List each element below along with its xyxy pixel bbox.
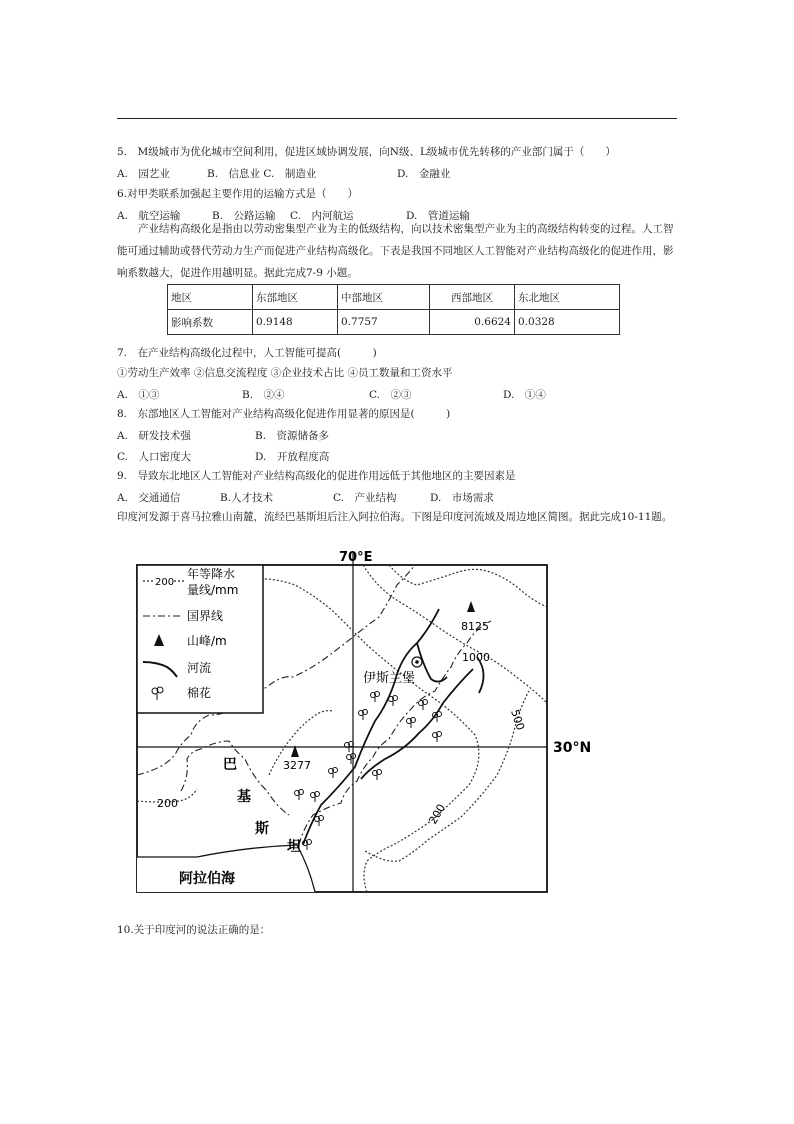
q5-stem: 5. M级城市为优化城市空间利用，促进区域协调发展，向N级、L级城市优先转移的产业部门属于（ ）: [117, 146, 616, 158]
cotton-icon: [303, 840, 312, 851]
indus-basin-map: [117, 545, 592, 900]
table-header-cell: 东部地区: [253, 285, 338, 310]
cotton-icon: [329, 768, 338, 779]
cotton-icon: [373, 770, 382, 781]
q8-stem: 8. 东部地区人工智能对产业结构高级化促进作用显著的原因是( ): [117, 408, 451, 420]
q7-items: ①劳动生产效率 ②信息交流程度 ③企业技术占比 ④员工数量和工资水平: [117, 367, 453, 379]
cotton-icon: [433, 712, 442, 723]
isohyet-500-label: 500: [508, 707, 527, 732]
q6-option-d: D. 管道运输: [406, 210, 470, 222]
mountain-icon: [467, 601, 475, 612]
peak-8125-label: 8125: [461, 620, 489, 633]
intro-10-11: 印度河发源于喜马拉雅山南麓，流经巴基斯坦后注入阿拉伯海。下图是印度河流域及周边地区简图。据此完成10-11题。: [117, 511, 673, 523]
peak-3277: [283, 745, 311, 772]
table-row: [168, 310, 620, 335]
legend-border-label: 国界线: [187, 609, 224, 623]
table-cell: 0.7757: [338, 310, 430, 335]
table-cell: 0.9148: [253, 310, 338, 335]
country-char-4: 坦: [287, 839, 301, 855]
q7-option-d: D. ①④: [503, 389, 546, 401]
capital-label: 伊斯兰堡: [363, 671, 416, 686]
q5-option-a: A. 园艺业: [117, 168, 170, 180]
q10-stem: 10.关于印度河的说法正确的是：: [117, 924, 271, 936]
q8-option-d: D. 开放程度高: [255, 451, 330, 463]
cotton-icon: [345, 742, 354, 753]
cotton-icon: [347, 754, 356, 765]
lat-label: 30°N: [553, 740, 592, 756]
cotton-icon: [315, 816, 324, 827]
header-rule: [117, 118, 677, 119]
q8-option-c: C. 人口密度大: [117, 451, 191, 463]
country-char-2: 基: [237, 789, 251, 805]
table-header-cell: 西部地区: [430, 285, 515, 310]
table-cell: 0.0328: [515, 310, 620, 335]
q6-option-a: A. 航空运输: [117, 210, 181, 222]
map-legend: [137, 565, 263, 713]
isohyet-1000-label: 1000: [462, 651, 490, 664]
q6-option-b: B. 公路运输: [212, 210, 276, 222]
lon-label: 70°E: [339, 550, 373, 565]
table-header-cell: 东北地区: [515, 285, 620, 310]
q6-option-c: C. 内河航运: [290, 210, 354, 222]
cotton-icon: [371, 692, 380, 703]
q5-option-d: D. 金融业: [397, 168, 451, 180]
q7-option-a: A. ①③: [117, 389, 160, 401]
q9-option-d: D. 市场需求: [430, 492, 494, 504]
q5-option-bc: B. 信息业 C. 制造业: [207, 168, 317, 180]
cotton-icon: [359, 710, 368, 721]
q9-option-c: C. 产业结构: [333, 492, 397, 504]
isohyet-200-label-west: 200: [157, 797, 178, 810]
influence-table: [167, 284, 620, 335]
country-char-3: 斯: [255, 821, 269, 837]
cotton-icon: [433, 732, 442, 743]
cotton-icon: [311, 792, 320, 803]
q9-option-b: B.人才技术: [220, 492, 274, 504]
legend-isohyet-label-2: 量线/mm: [187, 583, 239, 597]
capital-islamabad: [363, 657, 422, 686]
table-header-row: [168, 285, 620, 310]
legend-peak-label: 山峰/m: [187, 634, 227, 648]
cotton-icon: [295, 790, 304, 801]
isohyet-200-label-east: 200: [426, 801, 449, 827]
q7-stem: 7. 在产业结构高级化过程中，人工智能可提高( ): [117, 347, 377, 359]
table-header-cell: 中部地区: [338, 285, 430, 310]
cotton-icon: [419, 700, 428, 711]
indus-river: [303, 609, 484, 845]
q7-option-c: C. ②③: [369, 389, 412, 401]
intro-7-9: 产业结构高级化是指由以劳动密集型产业为主的低级结构，向以技术密集型产业为主的高级结构转变的过程。人工智能可通过辅助或替代劳动力生产而促进产业结构高级化。下表是我国不同地区人工智能对产业结构高级化的促进作用，影响系数越大，促进作用越明显。据此完成7-9 小题。: [117, 223, 674, 279]
peak-8125: [461, 601, 489, 633]
cotton-icon: [389, 696, 398, 707]
legend-cotton-label: 棉花: [187, 686, 212, 700]
sea-label: 阿拉伯海: [179, 871, 235, 887]
table-header-cell: 地区: [168, 285, 253, 310]
legend-river-label: 河流: [187, 661, 212, 675]
q8-option-b: B. 资源储备多: [255, 430, 330, 442]
q9-option-a: A. 交通通信: [117, 492, 181, 504]
q6-stem: 6.对甲类联系加强起主要作用的运输方式是（ ）: [117, 188, 359, 200]
country-char-1: 巴: [223, 757, 237, 773]
table-cell: 0.6624: [430, 310, 515, 335]
q9-stem: 9. 导致东北地区人工智能对产业结构高级化的促进作用远低于其他地区的主要因素是: [117, 470, 516, 482]
cotton-icon: [407, 718, 416, 729]
peak-3277-label: 3277: [283, 759, 311, 772]
legend-isohyet-value: 200: [155, 577, 175, 588]
q7-option-b: B. ②④: [242, 389, 285, 401]
table-cell: 影响系数: [168, 310, 253, 335]
q8-option-a: A. 研发技术强: [117, 430, 191, 442]
legend-isohyet-label-1: 年等降水: [187, 567, 236, 581]
